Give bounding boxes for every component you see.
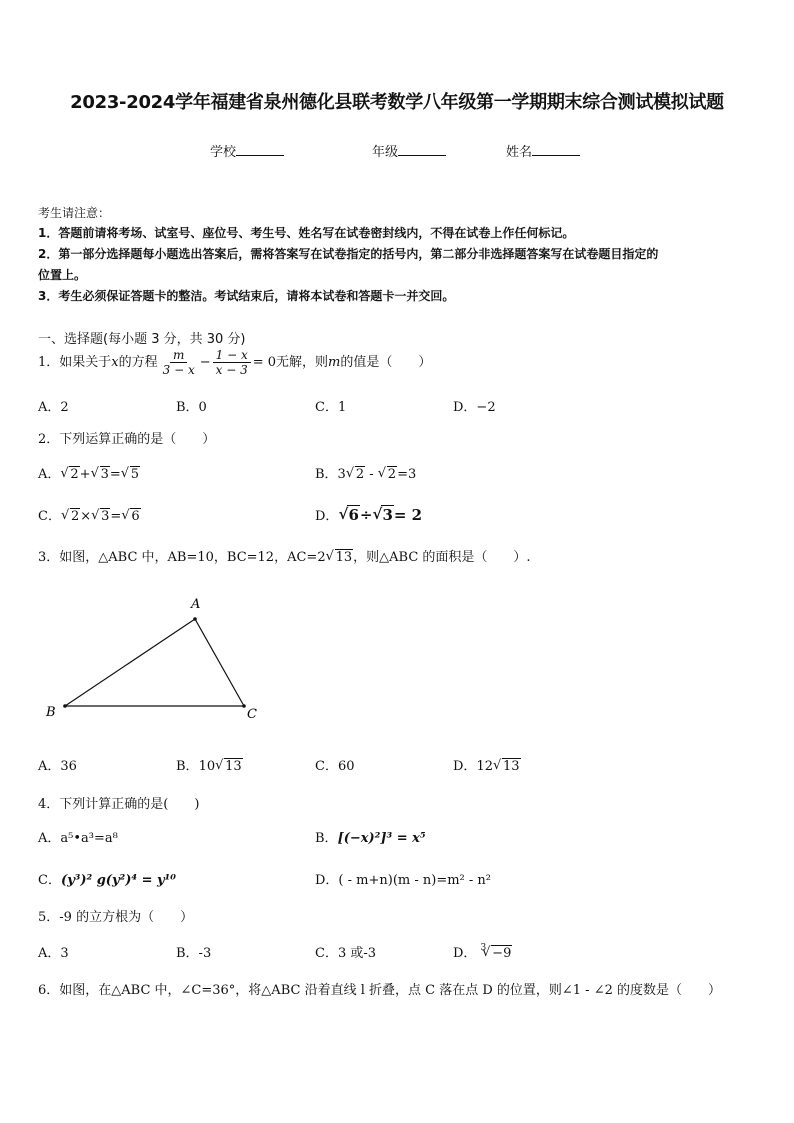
- label-a: A: [191, 597, 201, 612]
- q5-option-c: C．3 或-3: [315, 946, 377, 961]
- note-item: 3．考生必须保证答题卡的整洁。考试结束后，请将本试卷和答题卡一并交回。: [38, 289, 455, 303]
- note-item: 2．第一部分选择题每小题选出答案后，需将答案写在试卷指定的括号内，第二部分非选择题答案写在试卷题目指定的: [38, 247, 659, 261]
- vertex-c: [242, 704, 246, 708]
- note-item: 位置上。: [38, 268, 87, 282]
- q4-option-b: B．[(−x)²]³ = x⁵: [315, 831, 426, 846]
- note-item: 1．答题前请将考场、试室号、座位号、考生号、姓名写在试卷密封线内，不得在试卷上作任何标记。: [38, 226, 575, 240]
- label-b: B: [46, 705, 56, 720]
- q3-option-b: B．10√ 13: [176, 755, 243, 774]
- vertex-a: [193, 617, 197, 621]
- q1-option-c: C．1: [315, 400, 347, 415]
- notes-heading: 考生请注意：: [38, 206, 111, 220]
- page-title: 2023-2024学年福建省泉州德化县联考数学八年级第一学期期末综合测试模拟试题: [70, 92, 724, 113]
- question-3: 3．如图，△ABC 中，AB=10，BC=12，AC=2√ 13，则△ABC 的面积是（ ）.: [38, 546, 531, 565]
- q1-option-a: A．2: [38, 400, 69, 415]
- triangle-figure: [40, 590, 280, 730]
- q2-option-d: D．√ 6÷√ 3= 2: [315, 505, 422, 524]
- q4-option-a: A．a⁵•a³=a⁸: [38, 831, 118, 846]
- q3-option-a: A．36: [38, 759, 77, 774]
- question-1: 1．如果关于x的方程 $\frac{m}{3 - x}$ − $\frac{1 - x}{x - 3}$ = 0无解，则m的值是（ ）: [38, 348, 432, 377]
- grade-field: 年级: [372, 141, 446, 160]
- school-field: 学校: [210, 141, 284, 160]
- q1-option-d: D．−2: [453, 400, 496, 415]
- q2-option-b: B．3√ 2 - √ 2=3: [315, 463, 416, 482]
- vertex-b: [63, 704, 67, 708]
- fraction: $\frac{1 - x}{x - 3}$: [213, 348, 251, 377]
- section-heading: 一、选择题(每小题 3 分，共 30 分): [38, 332, 246, 347]
- question-4: 4．下列计算正确的是( ): [38, 797, 200, 812]
- q2-option-a: A．√ 2+√ 3=√ 5: [38, 463, 140, 482]
- q5-option-b: B．-3: [176, 946, 212, 961]
- q2-option-c: C．√ 2×√ 3=√ 6: [38, 505, 141, 524]
- q5-option-d: D． $^3$√ −9: [453, 942, 512, 961]
- question-5: 5．-9 的立方根为（ ）: [38, 910, 194, 925]
- q1-option-b: B．0: [176, 400, 207, 415]
- q4-option-c: C．(y³)² g(y²)⁴ = y¹⁰: [38, 873, 176, 888]
- q4-option-d: D．( - m+n)(m - n)=m² - n²: [315, 873, 491, 888]
- triangle-abc: [65, 619, 244, 706]
- fraction: $\frac{m}{3 - x}$: [162, 348, 195, 377]
- q5-option-a: A．3: [38, 946, 69, 961]
- q3-option-d: D．12√ 13: [453, 755, 521, 774]
- question-2: 2．下列运算正确的是（ ）: [38, 432, 216, 447]
- name-field: 姓名: [506, 141, 580, 160]
- question-6: 6．如图，在△ABC 中，∠C=36°，将△ABC 沿着直线 l 折叠，点 C 落在点 D 的位置，则∠1 - ∠2 的度数是（ ）: [38, 983, 722, 998]
- q3-option-c: C．60: [315, 759, 355, 774]
- label-c: C: [247, 707, 257, 722]
